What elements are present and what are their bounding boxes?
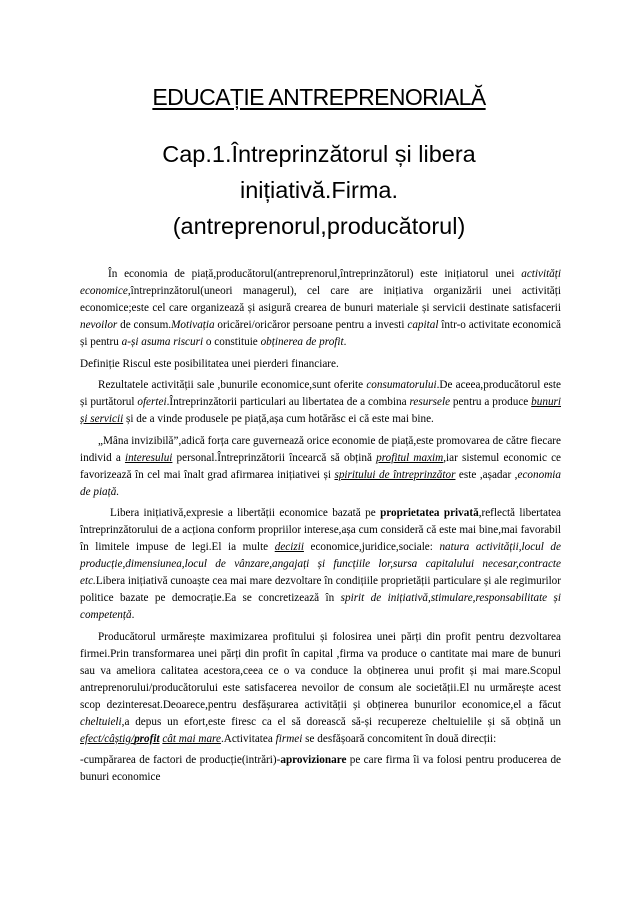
emphasis: firmei	[275, 732, 303, 745]
emphasis: resursele	[409, 396, 451, 408]
text-run: de consum.	[117, 319, 172, 331]
emphasis: Motivația	[171, 319, 215, 331]
emphasis-underlined: decizii	[274, 541, 304, 553]
text-run: pentru a produce	[450, 396, 532, 408]
emphasis-underlined: bunuri și servicii	[80, 396, 561, 425]
bold-text: aprovizionare	[280, 754, 347, 766]
emphasis: ofertei	[137, 396, 167, 408]
emphasis-underlined: profitul maxim	[376, 451, 444, 464]
document-body	[80, 266, 561, 791]
bold-text: proprietatea privată	[380, 507, 479, 519]
text-run: economice,juridice,sociale:	[303, 541, 440, 553]
text-run: ,reflectă libertatea întreprinzătorului de a acționa conform propriilor interese,așa cum consideră că este mai bine,mai favorabil în limitele impuse de legi.El ia multe	[80, 507, 561, 553]
text-run: ,iar sistemul economic ce favorizează în cel mai înalt grad afirmarea inițiativei și	[80, 451, 562, 481]
emphasis-underlined: cât mai mare	[162, 732, 221, 745]
text-run: personal.Întreprinzătorii încearcă să obțină	[172, 451, 377, 464]
emphasis: obținerea de profit	[260, 336, 344, 348]
text-run: este ,așadar ,	[455, 468, 518, 481]
text-run: -cumpărarea de factori de producție(intrări)-	[80, 754, 281, 766]
emphasis: spirit de inițiativă,stimulare,responsabilitate și competență	[80, 592, 562, 621]
bold-emphasis-underlined: profit	[134, 732, 160, 745]
text-run: .De aceea,producătorul este și purtătorul	[80, 379, 561, 408]
text-run: Rezultatele activității sale ,bunurile economice,sunt oferite	[98, 379, 367, 391]
text-run: „Mâna invizibilă”,adică forța care guvernează orice economie de piață,este promovarea de către fiecare individ a	[80, 434, 561, 464]
paragraph-invisible-hand	[80, 433, 561, 501]
paragraph-risk-definition	[80, 356, 561, 373]
emphasis-underlined: spiritului de întreprinzător	[334, 468, 456, 481]
emphasis: capital	[407, 319, 439, 331]
text-run: .	[343, 336, 347, 348]
text-run: În economia de piață,producătorul(antreprenorul,întreprinzătorul) este inițiatorul unei	[108, 268, 522, 280]
paragraph-results	[80, 377, 561, 428]
emphasis: natura activității,locul de producție,dimensiunea,locul de vânzare,angajați și funcțiile lor,sursa capitalului necesar,contracte etc.	[80, 541, 561, 587]
text-run: ,întreprinzătorul(uneori managerul), cel care are inițiativa organizării unei activități economice;este cel care organizează și asigură crearea de bunuri materiale și servicii destinate satisfacerii	[80, 285, 561, 314]
emphasis: cheltuieli	[80, 715, 122, 728]
text-run: o constituie	[203, 336, 261, 348]
emphasis: economia de piață.	[80, 468, 561, 498]
paragraph-producer-definition	[80, 266, 561, 351]
chapter-heading	[0, 136, 638, 244]
text-run: Producătorul urmărește maximizarea profitului și folosirea unei părți din profit pentru dezvoltarea firmei.Prin transformarea unei părți din profit în capital ,firma va produce o cantitate mai mare de bunuri sau va ameliora calitatea acestora,ceea ce o va conduce la obținerea unui profit și mai mare.Scopul antreprenorului/producătorului este satisfacerea nevoilor de consum ale societății.El nu urmărește acest scop dezinteresat.Deoarece,pentru desfășurarea activității și obținerea bunurilor economice,el a făcut	[80, 630, 561, 711]
paragraph-profit-maximization	[80, 629, 561, 748]
emphasis: consumatorului	[366, 379, 437, 391]
paragraph-free-initiative	[80, 505, 561, 624]
text-run: într-o activitate economică și pentru	[80, 319, 561, 348]
text-run: și de a vinde produsele pe piață,așa cum hotărăsc ei că este mai bine.	[123, 413, 434, 425]
text-run: .Activitatea	[220, 732, 276, 745]
emphasis-underlined: efect/câștig/	[80, 732, 135, 745]
chapter-heading-line-2: inițiativă.Firma.	[239, 177, 398, 203]
emphasis: a-și asuma riscuri	[121, 336, 204, 348]
text-run: Libera inițiativă cunoaște cea mai mare dezvoltare în condițiile proprietății particulare și ale regimurilor politice bazate pe democrație.Ea se concretizează în	[80, 575, 561, 604]
text-run: .Întreprinzătorii particulari au libertatea de a combina	[166, 396, 410, 408]
chapter-heading-line-3: (antreprenorul,producătorul)	[172, 213, 466, 239]
text-run: se desfășoară concomitent în două direcții:	[302, 732, 497, 745]
text-run: oricărei/oricăror persoane pentru a investi	[214, 319, 408, 331]
text-run: pe care firma îi va folosi pentru producerea de bunuri economice	[80, 754, 562, 783]
text-run: Libera inițiativă,expresie a libertății economice bazată pe	[110, 507, 381, 519]
emphasis: nevoilor	[80, 319, 118, 331]
chapter-heading-line-1: Cap.1.Întreprinzătorul și libera	[162, 141, 476, 167]
emphasis-underlined: interesului	[124, 451, 173, 464]
text-run: ,a depus un efort,este firesc ca el să dorească să-și recupereze cheltuielile și să obțină un	[121, 715, 561, 728]
document-title: EDUCAȚIE ANTREPRENORIALĂ	[152, 84, 486, 110]
paragraph-supply-direction	[80, 752, 561, 786]
text-run: Definiție Riscul este posibilitatea unei pierderi financiare.	[80, 357, 339, 370]
text-run: .	[131, 609, 135, 621]
emphasis: activități economice	[80, 268, 561, 297]
